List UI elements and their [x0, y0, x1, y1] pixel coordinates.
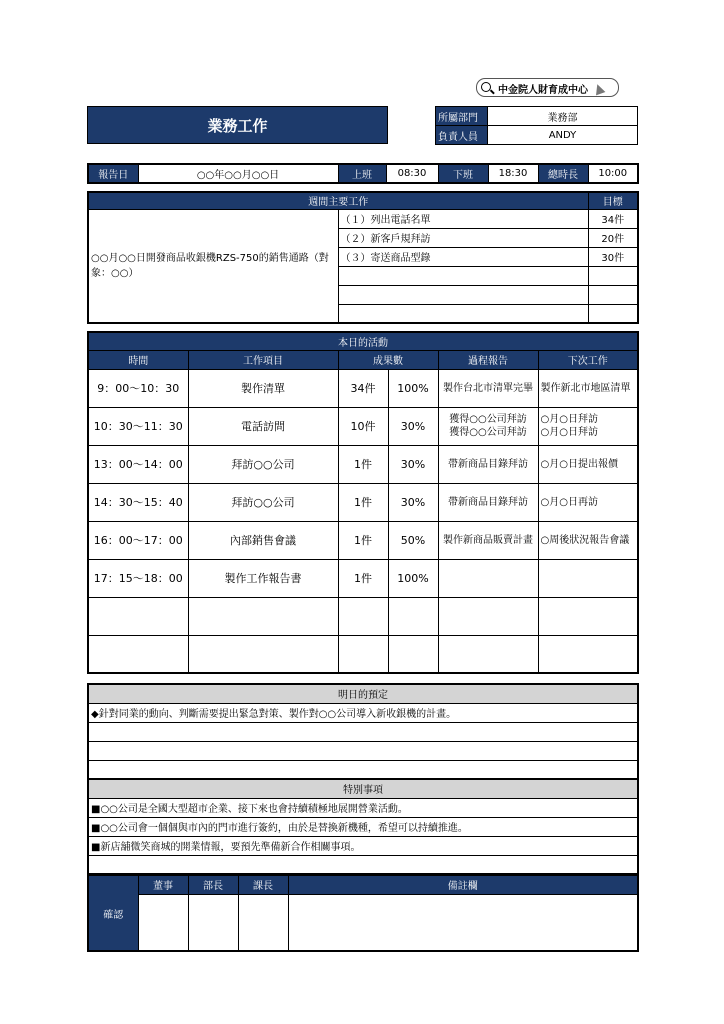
- activity-process: [438, 597, 538, 635]
- signature-box-manager[interactable]: [188, 894, 238, 951]
- special-line: ■○○公司是全國大型超市企業、接下來也會持續積極地展開營業活動。: [88, 798, 638, 817]
- tomorrow-line: ◆針對同業的動向、判斷需要提出緊急對策、製作對○○公司導入新收銀機的計畫。: [88, 703, 638, 722]
- activity-count: 10件: [338, 407, 388, 445]
- activity-percent: [388, 635, 438, 673]
- activity-item: 製作工作報告書: [188, 559, 338, 597]
- special-header: 特別事項: [88, 779, 638, 798]
- special-line: ■新店舖微笑商城的開業情報，要預先準備新合作相關事項。: [88, 836, 638, 855]
- dept-value: 業務部: [488, 107, 638, 126]
- weekly-target: [588, 266, 638, 285]
- activity-next-line: 製作新北市地區清單: [540, 382, 631, 394]
- weekly-table: [87, 191, 639, 324]
- weekly-target: [588, 285, 638, 304]
- activity-row: [88, 483, 638, 521]
- special-table: [87, 778, 639, 875]
- end-label: 下班: [438, 164, 488, 183]
- activity-percent: 30%: [388, 407, 438, 445]
- weekly-task: （２）新客戶規拜訪: [338, 228, 588, 247]
- total-label: 總時長: [538, 164, 588, 183]
- weekly-task: [338, 266, 588, 285]
- activity-item: 拜訪○○公司: [188, 445, 338, 483]
- weekly-task: （１）列出電話名單: [338, 209, 588, 228]
- activity-next-line: ○月○日拜訪: [540, 414, 598, 425]
- activity-time: [88, 597, 188, 635]
- target-header: 目標: [588, 192, 638, 209]
- activity-count: 1件: [338, 483, 388, 521]
- activity-process-line: 製作台北市清單完畢: [443, 382, 533, 394]
- activity-process-line: 帶新商品目錄拜訪: [448, 496, 528, 508]
- end-value: 18:30: [488, 164, 538, 183]
- activity-next-line: ○月○日再訪: [540, 496, 598, 508]
- activity-row: [88, 407, 638, 445]
- search-icon-handle: [490, 89, 495, 94]
- activity-percent: 30%: [388, 445, 438, 483]
- start-value: 08:30: [386, 164, 438, 183]
- activity-next: [538, 407, 638, 445]
- start-label: 上班: [338, 164, 386, 183]
- owner-value: ANDY: [488, 126, 638, 145]
- activity-next-line: [541, 647, 636, 660]
- activity-row: [88, 635, 638, 673]
- activities-header: 本日的活動: [88, 332, 638, 350]
- dept-table: [435, 106, 638, 145]
- col-process: 過程報告: [438, 350, 538, 369]
- total-value: 10:00: [588, 164, 638, 183]
- special-line: ■○○公司會一個個與市內的門市進行簽約，由於是替換新機種，希望可以持續推進。: [88, 817, 638, 836]
- activity-time: 9：00～10：30: [88, 369, 188, 407]
- activity-process: [438, 445, 538, 483]
- tomorrow-table: [87, 683, 639, 780]
- activity-count: 1件: [338, 559, 388, 597]
- activity-process: [438, 559, 538, 597]
- activity-next: [538, 483, 638, 521]
- weekly-target: [588, 304, 638, 323]
- weekly-task: （３）寄送商品型錄: [338, 247, 588, 266]
- activity-row: [88, 521, 638, 559]
- activity-process-line: 帶新商品目錄拜訪: [448, 458, 528, 470]
- activity-next: [538, 635, 638, 673]
- activity-process-line: [441, 647, 536, 660]
- activity-process: [438, 521, 538, 559]
- activity-next-line: ○月○日提出報價: [540, 458, 618, 470]
- activity-next: [538, 369, 638, 407]
- activity-process-line: 製作新商品販賣計畫: [443, 534, 533, 546]
- weekly-header: 週間主要工作: [88, 192, 588, 209]
- activity-row: [88, 445, 638, 483]
- report-row: [87, 163, 639, 184]
- activity-percent: 100%: [388, 559, 438, 597]
- weekly-task: [338, 285, 588, 304]
- dept-label: 所屬部門: [436, 107, 488, 126]
- role-manager: 部長: [188, 875, 238, 894]
- activity-item: 拜訪○○公司: [188, 483, 338, 521]
- activity-next-line: [541, 572, 636, 585]
- tomorrow-line: [88, 760, 638, 779]
- page-title: [87, 106, 388, 144]
- activity-process-line: 獲得○○公司拜訪: [449, 427, 527, 438]
- report-date-value: ○○年○○月○○日: [138, 164, 338, 183]
- remarks-box[interactable]: [288, 894, 638, 951]
- activity-process-line: [441, 572, 536, 585]
- activity-item: [188, 635, 338, 673]
- activity-time: 17：15～18：00: [88, 559, 188, 597]
- activity-count: 34件: [338, 369, 388, 407]
- activity-item: 內部銷售會議: [188, 521, 338, 559]
- activity-count: 1件: [338, 445, 388, 483]
- report-date-label: 報告日: [88, 164, 138, 183]
- activity-time: 13：00～14：00: [88, 445, 188, 483]
- activity-process: [438, 635, 538, 673]
- col-time: 時間: [88, 350, 188, 369]
- activity-count: [338, 597, 388, 635]
- activity-next: [538, 559, 638, 597]
- activity-count: 1件: [338, 521, 388, 559]
- activity-next: [538, 597, 638, 635]
- weekly-target: 20件: [588, 228, 638, 247]
- activity-item: 電話訪問: [188, 407, 338, 445]
- weekly-summary: ○○月○○日開發商品收銀機RZS-750的銷售通路（對象：○○）: [88, 209, 338, 323]
- role-section-chief: 課長: [238, 875, 288, 894]
- tomorrow-header: 明日的預定: [88, 684, 638, 703]
- owner-label: 負責人員: [436, 126, 488, 145]
- activity-count: [338, 635, 388, 673]
- role-director: 董事: [138, 875, 188, 894]
- col-item: 工作項目: [188, 350, 338, 369]
- confirm-table: [87, 874, 639, 952]
- activity-next-line: [541, 610, 636, 623]
- col-next: 下次工作: [538, 350, 638, 369]
- page-title-text: 業務工作: [207, 116, 268, 135]
- activity-next: [538, 521, 638, 559]
- activity-process: [438, 483, 538, 521]
- activity-next-line: ○月○日拜訪: [540, 427, 598, 438]
- search-label: 中金院人財育成中心: [498, 85, 588, 96]
- signature-box-section-chief[interactable]: [238, 894, 288, 951]
- activity-process: [438, 369, 538, 407]
- col-result: 成果數: [338, 350, 438, 369]
- activity-item: [188, 597, 338, 635]
- activity-percent: 50%: [388, 521, 438, 559]
- activity-percent: [388, 597, 438, 635]
- weekly-target: 34件: [588, 209, 638, 228]
- activity-row: [88, 597, 638, 635]
- activity-process-line: 獲得○○公司拜訪: [449, 414, 527, 425]
- activities-table: [87, 331, 639, 674]
- activity-process: [438, 407, 538, 445]
- tomorrow-line: [88, 722, 638, 741]
- activity-time: 10：30～11：30: [88, 407, 188, 445]
- activity-process-line: [441, 610, 536, 623]
- activity-row: [88, 369, 638, 407]
- activity-item: 製作清單: [188, 369, 338, 407]
- activity-row: [88, 559, 638, 597]
- remarks-header: 備註欄: [288, 875, 638, 894]
- activity-next-line: ○周後狀況報告會議: [540, 534, 630, 546]
- activity-time: 14：30～15：40: [88, 483, 188, 521]
- activity-time: 16：00～17：00: [88, 521, 188, 559]
- weekly-target: 30件: [588, 247, 638, 266]
- activity-percent: 30%: [388, 483, 438, 521]
- tomorrow-line: [88, 741, 638, 760]
- confirm-label: 確認: [88, 875, 138, 951]
- activity-time: [88, 635, 188, 673]
- weekly-task: [338, 304, 588, 323]
- signature-box-director[interactable]: [138, 894, 188, 951]
- activity-percent: 100%: [388, 369, 438, 407]
- activity-next: [538, 445, 638, 483]
- special-line: [88, 855, 638, 874]
